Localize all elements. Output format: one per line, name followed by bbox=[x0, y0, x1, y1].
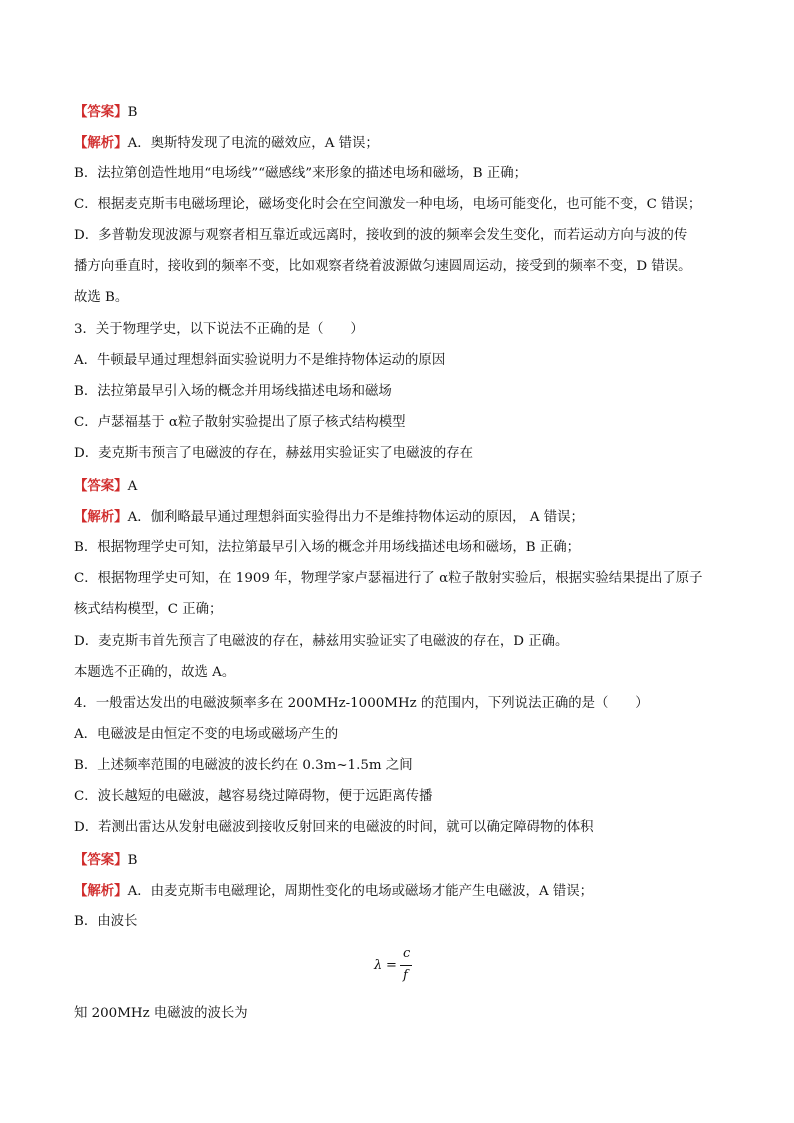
text-line bbox=[74, 165, 754, 183]
text-line bbox=[74, 788, 754, 806]
text-line bbox=[74, 414, 754, 432]
line-text: 3．关于物理学史，以下说法不正确的是（ ） bbox=[74, 322, 364, 337]
text-line bbox=[74, 695, 754, 713]
line-text: 核式结构模型，C 正确； bbox=[74, 602, 223, 617]
section-tag: 【答案】 bbox=[74, 104, 128, 120]
line-text: C．波长越短的电磁波，越容易绕过障碍物，便于远距离传播 bbox=[74, 789, 433, 804]
text-line bbox=[74, 913, 754, 931]
line-text: D．多普勒发现波源与观察者相互靠近或远离时，接收到的波的频率会发生变化，而若运动方向与波的传 bbox=[74, 228, 688, 243]
text-line bbox=[74, 227, 754, 245]
after-formula-text: 知 200MHz 电磁波的波长为 bbox=[74, 1006, 248, 1021]
line-text: B．法拉第创造性地用“电场线”“磁感线”来形象的描述电场和磁场，B 正确； bbox=[74, 166, 528, 181]
text-line bbox=[74, 134, 754, 153]
text-line bbox=[74, 726, 754, 744]
text-line bbox=[74, 819, 754, 837]
text-line bbox=[74, 321, 754, 339]
line-text: C．根据麦克斯韦电磁场理论，磁场变化时会在空间激发一种电场，电场可能变化，也可能不变，C 错误； bbox=[74, 197, 702, 212]
line-text: B．法拉第最早引入场的概念并用场线描述电场和磁场 bbox=[74, 384, 392, 399]
section-tag: 【解析】 bbox=[74, 135, 128, 151]
line-text: B bbox=[127, 853, 138, 868]
text-line bbox=[74, 383, 754, 401]
line-text: 故选 B。 bbox=[74, 290, 129, 305]
line-text: B bbox=[127, 105, 138, 120]
line-text: D．麦克斯韦首先预言了电磁波的存在，赫兹用实验证实了电磁波的存在，D 正确。 bbox=[74, 634, 569, 649]
line-text: 本题选不正确的，故选 A。 bbox=[74, 665, 236, 680]
text-line bbox=[74, 757, 754, 775]
line-text: A．伽利略最早通过理想斜面实验得出力不是维持物体运动的原因， A 错误； bbox=[127, 510, 584, 525]
text-line bbox=[74, 196, 754, 214]
text-line bbox=[74, 477, 754, 496]
formula-lhs: λ bbox=[374, 958, 383, 973]
line-text: C．卢瑟福基于 α粒子散射实验提出了原子核式结构模型 bbox=[74, 415, 406, 430]
text-line bbox=[74, 633, 754, 651]
formula-equals: = bbox=[386, 958, 397, 973]
line-text: A．由麦克斯韦电磁理论，周期性变化的电场或磁场才能产生电磁波，A 错误； bbox=[127, 884, 594, 899]
line-text: D．若测出雷达从发射电磁波到接收反射回来的电磁波的时间，就可以确定障碍物的体积 bbox=[74, 820, 594, 835]
text-line bbox=[74, 664, 754, 682]
text-line bbox=[74, 103, 754, 122]
text-line bbox=[74, 539, 754, 557]
section-tag: 【解析】 bbox=[74, 509, 128, 525]
text-line bbox=[74, 258, 754, 276]
line-text: 4．一般雷达发出的电磁波频率多在 200MHz-1000MHz 的范围内，下列说法正确的是（ ） bbox=[74, 696, 649, 711]
text-line bbox=[74, 570, 754, 588]
section-tag: 【答案】 bbox=[74, 478, 128, 494]
text-line bbox=[74, 445, 754, 463]
formula-denominator: f bbox=[403, 968, 408, 983]
text-line bbox=[74, 601, 754, 619]
line-text: A．电磁波是由恒定不变的电场或磁场产生的 bbox=[74, 727, 339, 742]
line-text: B．根据物理学史可知，法拉第最早引入场的概念并用场线描述电场和磁场，B 正确； bbox=[74, 540, 580, 555]
fraction-bar bbox=[400, 965, 412, 966]
line-text: A．奥斯特发现了电流的磁效应，A 错误； bbox=[127, 136, 379, 151]
section-tag: 【答案】 bbox=[74, 852, 128, 868]
line-text: D．麦克斯韦预言了电磁波的存在，赫兹用实验证实了电磁波的存在 bbox=[74, 446, 474, 461]
text-line bbox=[74, 508, 754, 527]
line-text: C．根据物理学史可知，在 1909 年，物理学家卢瑟福进行了 α粒子散射实验后，根据实验结果提出了原子 bbox=[74, 571, 703, 586]
line-text: 播方向垂直时，接收到的频率不变，比如观察者绕着波源做匀速圆周运动，接受到的频率不变，D 错误。 bbox=[74, 259, 692, 274]
line-text: A bbox=[127, 479, 138, 494]
line-text: B．由波长 bbox=[74, 914, 138, 929]
text-line bbox=[74, 289, 754, 307]
wavelength-formula bbox=[370, 946, 430, 990]
section-tag: 【解析】 bbox=[74, 883, 128, 899]
formula-numerator: c bbox=[403, 946, 411, 961]
text-line bbox=[74, 882, 754, 901]
line-text: A．牛顿最早通过理想斜面实验说明力不是维持物体运动的原因 bbox=[74, 353, 446, 368]
text-line bbox=[74, 851, 754, 870]
text-line bbox=[74, 352, 754, 370]
line-text: B．上述频率范围的电磁波的波长约在 0.3m~1.5m 之间 bbox=[74, 758, 413, 773]
